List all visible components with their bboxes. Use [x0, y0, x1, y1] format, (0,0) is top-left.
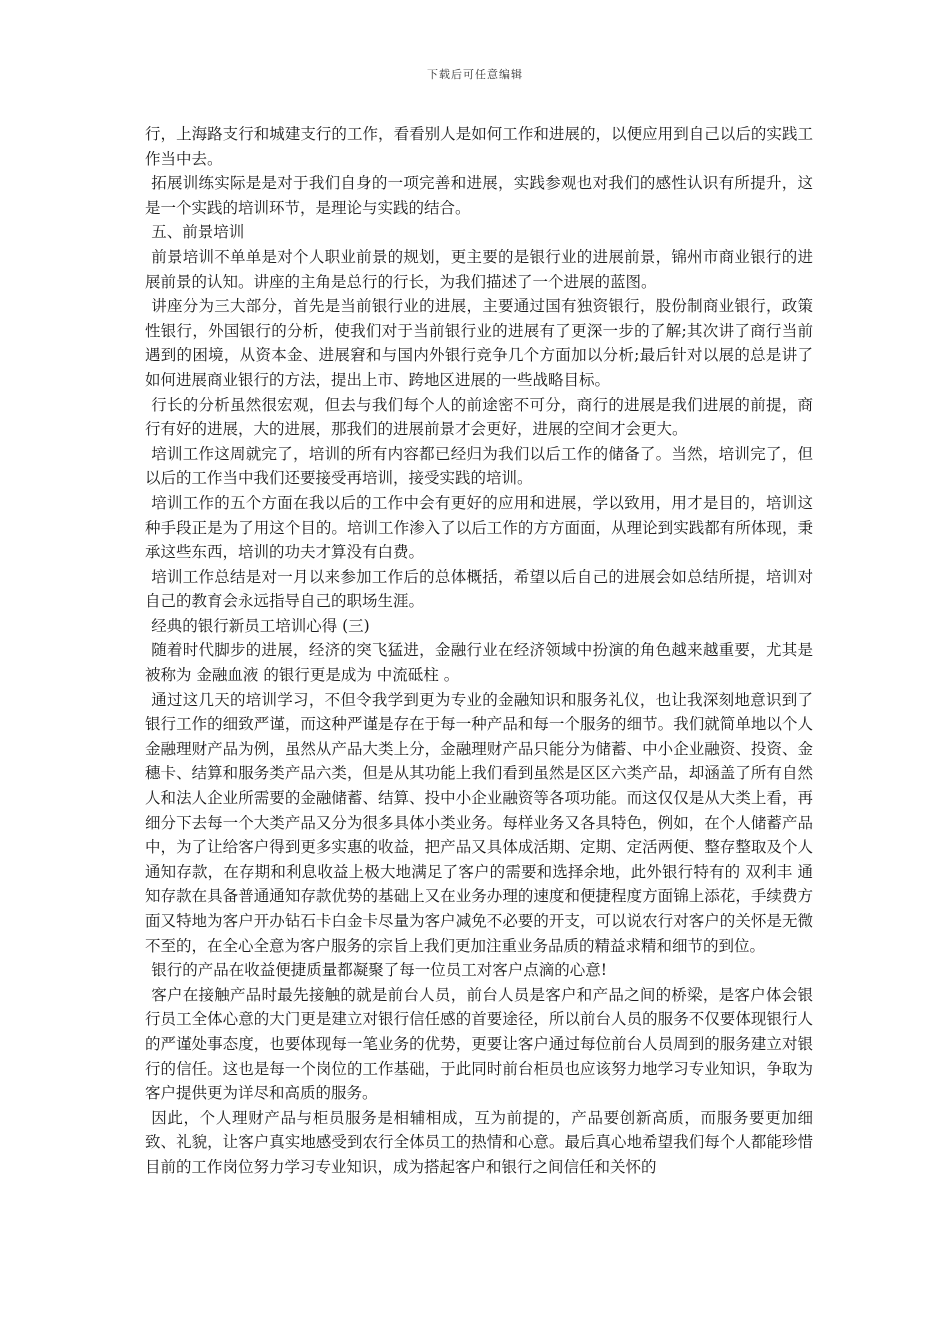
section-heading: 五、前景培训	[151, 223, 245, 242]
section-heading: 经典的银行新员工培训心得 (三)	[151, 616, 370, 635]
document-body	[145, 122, 813, 1180]
paragraph: 拓展训练实际是是对于我们自身的一项完善和进展，实践参观也对我们的感性认识有所提升，这是一个实践的培训环节，是理论与实践的结合。	[145, 174, 813, 217]
paragraph: 银行的产品在收益便捷质量都凝聚了每一位员工对客户点滴的心意!	[151, 961, 607, 980]
paragraph: 客户在接触产品时最先接触的就是前台人员，前台人员是客户和产品之间的桥梁，是客户体会银行员工全体心意的大门更是建立对银行信任感的首要途径，所以前台人员的服务不仅要体现银行人的严谨处事态度，也要体现每一笔业务的优势，更要让客户通过每位前台人员周到的服务建立对银行的信任。这也是每一个岗位的工作基础，于此同时前台柜员也应该努力地学习专业知识，争取为客户提供更为详尽和高质的服务。	[145, 985, 813, 1103]
paragraph: 培训工作这周就完了，培训的所有内容都已经归为我们以后工作的储备了。当然，培训完了，但以后的工作当中我们还要接受再培训，接受实践的培训。	[145, 444, 813, 488]
paragraph: 通过这几天的培训学习，不但令我学到更为专业的金融知识和服务礼仪，也让我深刻地意识到了银行工作的细致严谨，而这种严谨是存在于每一种产品和每一个服务的细节。我们就简单地以个人金融理财产品为例，虽然从产品大类上分，金融理财产品只能分为储蓄、中小企业融资、投资、金穗卡、结算和服务类产品六类，但是从其功能上我们看到虽然是区区六类产品，却涵盖了所有自然人和法人企业所需要的金融储蓄、结算、投中小企业融资等各项功能。而这仅仅是从大类上看，再细分下去每一个大类产品又分为很多具体小类业务。每样业务又各具特色，例如，在个人储蓄产品中，为了让给客户得到更多实惠的收益，把产品又具体成活期、定期、定活两便、整存整取及个人通知存款，在存期和利息收益上极大地满足了客户的需要和选择余地，此外银行特有的 双利丰 通知存款在具备普通通知存款优势的基础上又在业务办理的速度和便捷程度方面锦上添花，手续费方面又特地为客户开办钻石卡白金卡尽量为客户减免不必要的开支，可以说农行对客户的关怀是无微不至的，在全心全意为客户服务的宗旨上我们更加注重业务品质的精益求精和细节的到位。	[145, 690, 813, 955]
paragraph: 培训工作总结是对一月以来参加工作后的总体概括，希望以后自己的进展会如总结所提，培训对自己的教育会永远指导自己的职场生涯。	[145, 567, 813, 611]
paragraph: 前景培训不单单是对个人职业前景的规划，更主要的是银行业的进展前景，锦州市商业银行的进展前景的认知。讲座的主角是总行的行长，为我们描述了一个进展的蓝图。	[145, 247, 813, 291]
paragraph: 培训工作的五个方面在我以后的工作中会有更好的应用和进展，学以致用，用才是目的，培训这种手段正是为了用这个目的。培训工作渗入了以后工作的方方面面，从理论到实践都有所体现，秉承这些东西，培训的功夫才算没有白费。	[145, 493, 813, 562]
page-header: 下载后可任意编辑	[427, 68, 523, 81]
paragraph: 行，上海路支行和城建支行的工作，看看别人是如何工作和进展的，以便应用到自己以后的实践工作当中去。	[145, 125, 813, 168]
paragraph: 随着时代脚步的进展，经济的突飞猛进，金融行业在经济领域中扮演的角色越来越重要，尤其是被称为 金融血液 的银行更是成为 中流砥柱 。	[145, 641, 813, 685]
paragraph: 因此，个人理财产品与柜员服务是相辅相成，互为前提的，产品要创新高质，而服务要更加细致、礼貌，让客户真实地感受到农行全体员工的热情和心意。最后真心地希望我们每个人都能珍惜目前的工作岗位努力学习专业知识，成为搭起客户和银行之间信任和关怀的	[145, 1108, 813, 1176]
paragraph: 行长的分析虽然很宏观，但去与我们每个人的前途密不可分，商行的进展是我们进展的前提，商行有好的进展，大的进展，那我们的进展前景才会更好，进展的空间才会更大。	[145, 395, 813, 439]
paragraph: 讲座分为三大部分，首先是当前银行业的进展，主要通过国有独资银行，股份制商业银行，政策性银行，外国银行的分析，使我们对于当前银行业的进展有了更深一步的了解;其次讲了商行当前遇到的困境，从资本金、进展窘和与国内外银行竞争几个方面加以分析;最后针对以展的总是讲了如何进展商业银行的方法，提出上市、跨地区进展的一些战略目标。	[145, 297, 813, 389]
